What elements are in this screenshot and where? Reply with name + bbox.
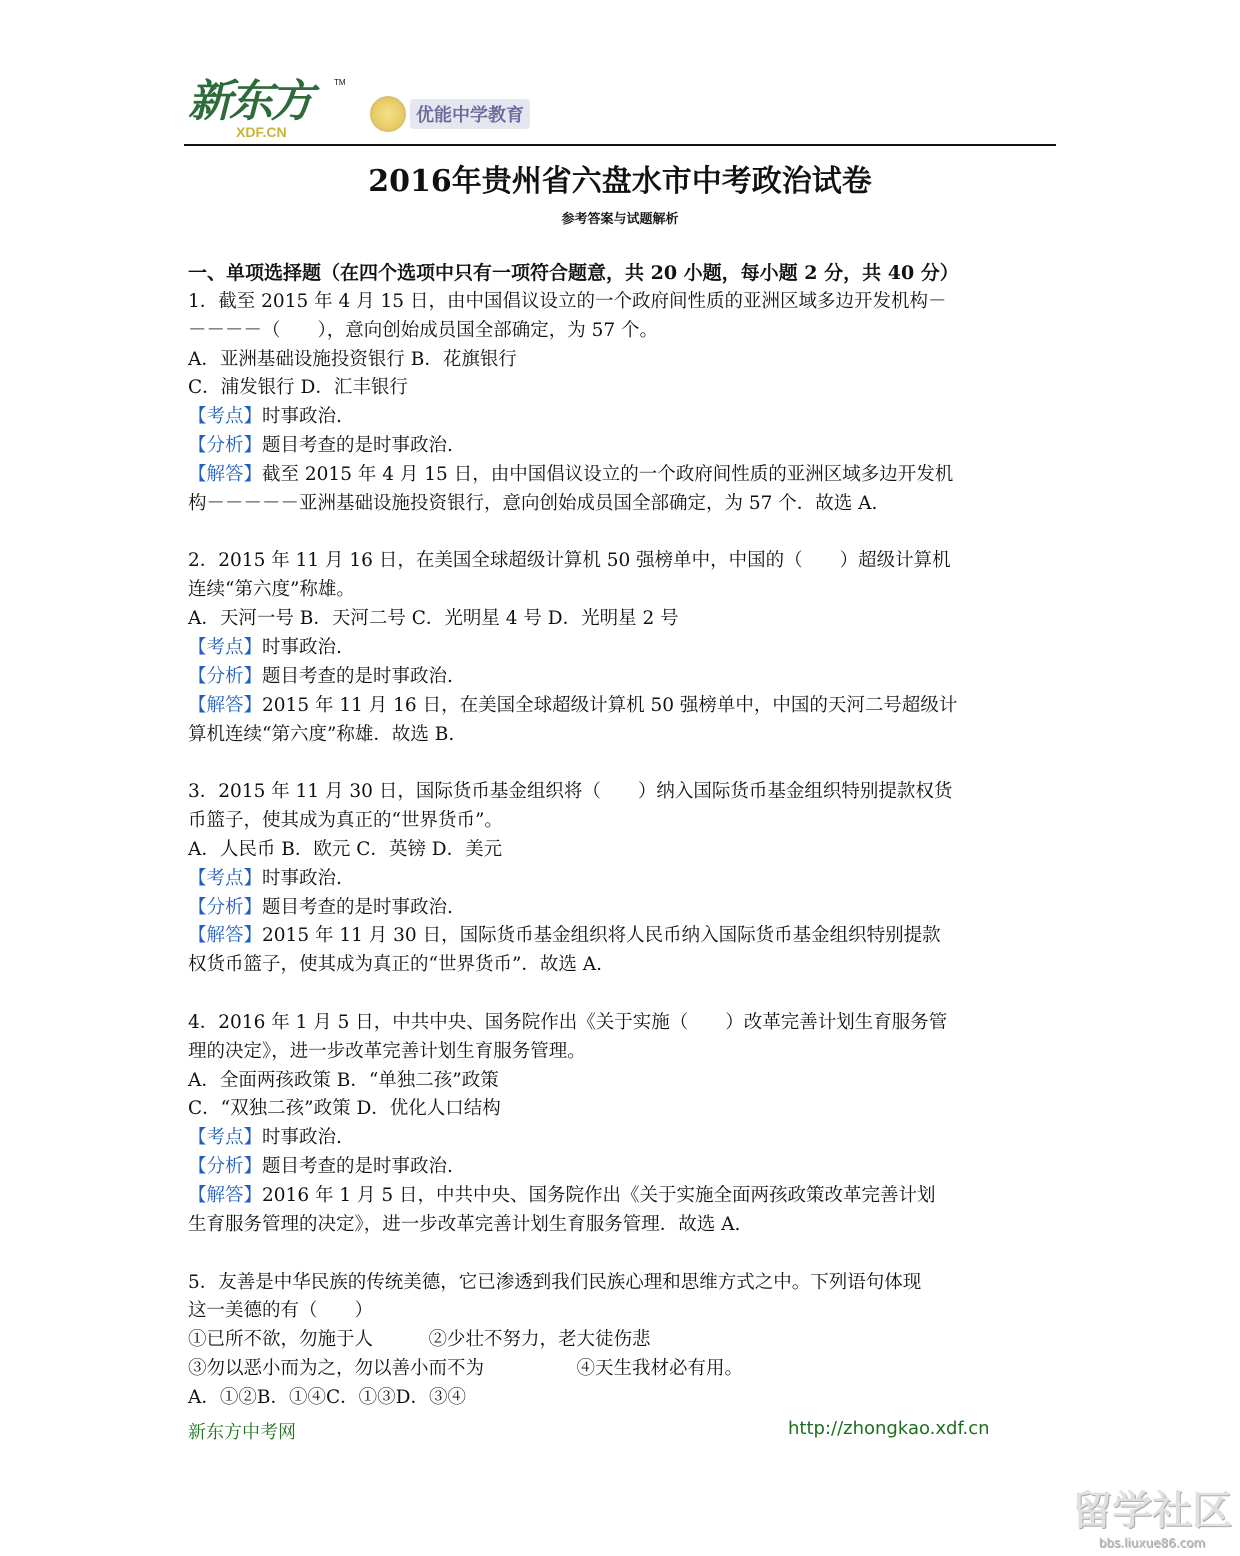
line-text: 题目考查的是时事政治. bbox=[262, 896, 453, 918]
footer-url[interactable]: http://zhongkao.xdf.cn bbox=[788, 1418, 990, 1439]
line-text: 权货币篮子，使其成为真正的“世界货币”．故选 A. bbox=[188, 954, 603, 976]
line-text: 4．2016 年 1 月 5 日，中共中央、国务院作出《关于实施（ ）改革完善计划生育服务管 bbox=[188, 1011, 948, 1033]
answer-label: 【分析】 bbox=[188, 896, 263, 918]
line-text: 生育服务管理的决定》，进一步改革完善计划生育服务管理．故选 A. bbox=[188, 1213, 741, 1235]
text-line bbox=[188, 1297, 1058, 1326]
line-text: A．亚洲基础设施投资银行 B．花旗银行 bbox=[188, 348, 517, 370]
trademark: TM bbox=[334, 78, 346, 87]
text-line bbox=[188, 1153, 1058, 1182]
line-text: 时事政治. bbox=[262, 867, 342, 889]
answer-label: 【解答】 bbox=[188, 925, 263, 947]
text-line bbox=[188, 865, 1058, 894]
youneng-logo bbox=[370, 96, 530, 132]
line-text: 题目考查的是时事政治. bbox=[262, 435, 453, 457]
line-text: 连续“第六度”称雄。 bbox=[188, 579, 355, 601]
line-text: A．人民币 B．欧元 C．英镑 D．美元 bbox=[188, 838, 503, 860]
text-line bbox=[188, 692, 1058, 721]
line-text: A．全面两孩政策 B．“单独二孩”政策 bbox=[188, 1069, 499, 1091]
text-line bbox=[188, 778, 1058, 807]
text-line bbox=[188, 346, 1058, 375]
text-line bbox=[188, 836, 1058, 865]
line-text: 时事政治. bbox=[262, 406, 342, 428]
blank-line bbox=[188, 749, 1058, 778]
answer-label: 【考点】 bbox=[188, 636, 263, 658]
line-text: 3．2015 年 11 月 30 日，国际货币基金组织将（ ）纳入国际货币基金组织特别提款权货 bbox=[188, 781, 953, 803]
answer-label: 【分析】 bbox=[188, 665, 263, 687]
text-line bbox=[188, 1038, 1058, 1067]
line-text: 理的决定》，进一步改革完善计划生育服务管理。 bbox=[188, 1040, 586, 1062]
text-line bbox=[188, 461, 1058, 490]
text-line bbox=[188, 288, 1058, 317]
xdf-logo-domain: XDF.CN bbox=[236, 124, 287, 140]
document-body bbox=[188, 259, 1058, 1413]
footer-site-name: 新东方中考网 bbox=[188, 1422, 296, 1443]
text-line bbox=[188, 1355, 1058, 1384]
text-line bbox=[188, 576, 1058, 605]
text-line bbox=[188, 807, 1058, 836]
line-text: 构－－－－－亚洲基础设施投资银行，意向创始成员国全部确定，为 57 个．故选 A. bbox=[188, 492, 878, 514]
line-text: 2016 年 1 月 5 日，中共中央、国务院作出《关于实施全面两孩政策改革完善计划 bbox=[262, 1185, 936, 1206]
page-title: 2016年贵州省六盘水市中考政治试卷 bbox=[368, 164, 872, 199]
text-line bbox=[188, 634, 1058, 663]
line-text: 时事政治. bbox=[262, 636, 342, 658]
text-line bbox=[188, 1182, 1058, 1211]
blank-line bbox=[188, 1240, 1058, 1269]
line-text: 题目考查的是时事政治. bbox=[262, 665, 453, 687]
text-line bbox=[188, 894, 1058, 923]
line-text: 一、单项选择题（在四个选项中只有一项符合题意，共 20 小题，每小题 2 分，共 40 分） bbox=[188, 262, 959, 284]
youneng-logo-text: 优能中学教育 bbox=[410, 99, 530, 129]
line-text: 币篮子，使其成为真正的“世界货币”。 bbox=[188, 810, 503, 832]
line-text: C．“双独二孩”政策 D．优化人口结构 bbox=[188, 1098, 501, 1120]
text-line bbox=[188, 922, 1058, 951]
watermark-url: bbs.liuxue86.com bbox=[1098, 1536, 1206, 1550]
answer-label: 【考点】 bbox=[188, 1127, 263, 1149]
text-line bbox=[188, 1009, 1058, 1038]
line-text: 2015 年 11 月 16 日，在美国全球超级计算机 50 强榜单中，中国的天河二号超级计 bbox=[262, 694, 958, 716]
text-line bbox=[188, 1067, 1058, 1096]
line-text: C．浦发银行 D．汇丰银行 bbox=[188, 377, 408, 399]
text-line bbox=[188, 317, 1058, 346]
text-line bbox=[188, 721, 1058, 750]
answer-label: 【分析】 bbox=[188, 435, 263, 457]
section-heading bbox=[188, 259, 1058, 288]
watermark-text: 留学社区 bbox=[1072, 1488, 1232, 1534]
line-text: 2．2015 年 11 月 16 日，在美国全球超级计算机 50 强榜单中，中国的（ ）超级计算机 bbox=[188, 550, 951, 572]
text-line bbox=[188, 403, 1058, 432]
answer-label: 【解答】 bbox=[188, 1185, 263, 1206]
line-text: 1．截至 2015 年 4 月 15 日，由中国倡议设立的一个政府间性质的亚洲区域多边开发机构－ bbox=[188, 290, 947, 312]
line-text: 2015 年 11 月 30 日，国际货币基金组织将人民币纳入国际货币基金组织特别提款 bbox=[262, 925, 941, 947]
text-line bbox=[188, 1124, 1058, 1153]
answer-label: 【解答】 bbox=[188, 463, 263, 485]
answer-label: 【考点】 bbox=[188, 406, 263, 428]
text-line bbox=[188, 1211, 1058, 1240]
page-subtitle: 参考答案与试题解析 bbox=[561, 212, 679, 227]
line-text: ③勿以恶小而为之，勿以善小而不为 ④天生我材必有用。 bbox=[188, 1358, 744, 1380]
text-line bbox=[188, 432, 1058, 461]
line-text: A．①②B．①④C．①③D．③④ bbox=[188, 1386, 466, 1408]
line-text: 截至 2015 年 4 月 15 日，由中国倡议设立的一个政府间性质的亚洲区域多边开发机 bbox=[262, 463, 954, 485]
line-text: 题目考查的是时事政治. bbox=[262, 1156, 453, 1178]
line-text: 5．友善是中华民族的传统美德，它已渗透到我们民族心理和思维方式之中。下列语句体现 bbox=[188, 1271, 922, 1293]
text-line bbox=[188, 605, 1058, 634]
line-text: －－－－（ ），意向创始成员国全部确定，为 57 个。 bbox=[188, 319, 659, 341]
line-text: 这一美德的有（ ） bbox=[188, 1300, 374, 1322]
text-line bbox=[188, 1326, 1058, 1355]
text-line bbox=[188, 374, 1058, 403]
text-line bbox=[188, 1095, 1058, 1124]
line-text: 时事政治. bbox=[262, 1127, 342, 1149]
blank-line bbox=[188, 980, 1058, 1009]
answer-label: 【考点】 bbox=[188, 867, 263, 889]
sun-icon bbox=[370, 96, 406, 132]
text-line bbox=[188, 1269, 1058, 1298]
blank-line bbox=[188, 519, 1058, 548]
line-text: 算机连续“第六度”称雄．故选 B. bbox=[188, 723, 455, 745]
text-line bbox=[188, 663, 1058, 692]
xdf-logo bbox=[188, 76, 346, 144]
text-line bbox=[188, 1384, 1058, 1413]
line-text: A．天河一号 B．天河二号 C．光明星 4 号 D．光明星 2 号 bbox=[188, 608, 679, 630]
watermark bbox=[1072, 1479, 1232, 1550]
xdf-logo-text: 新东方 bbox=[188, 76, 311, 127]
header-divider bbox=[184, 144, 1056, 146]
text-line bbox=[188, 547, 1058, 576]
line-text: ①已所不欲，勿施于人 ②少壮不努力，老大徒伤悲 bbox=[188, 1329, 651, 1351]
text-line bbox=[188, 951, 1058, 980]
text-line bbox=[188, 490, 1058, 519]
answer-label: 【解答】 bbox=[188, 694, 263, 716]
answer-label: 【分析】 bbox=[188, 1156, 263, 1178]
